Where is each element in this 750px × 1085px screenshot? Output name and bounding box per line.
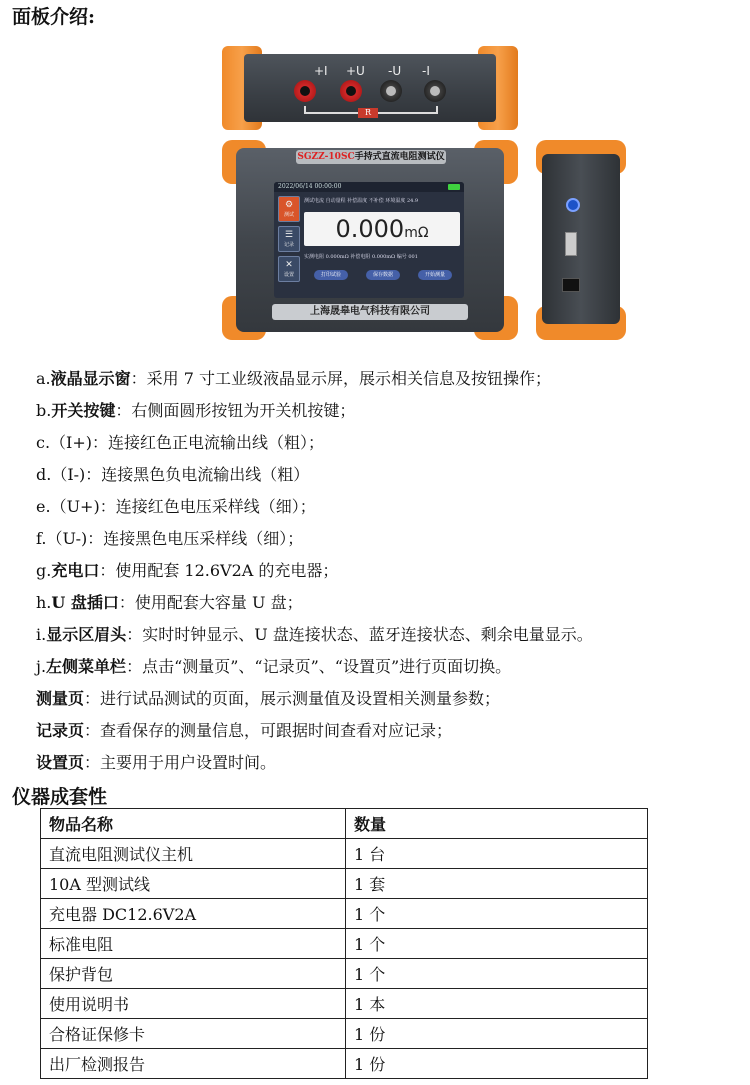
desc-line-c: c.（I+)：连接红色正电流输出线（粗）； <box>36 433 325 452</box>
item-qty: 1 个 <box>346 899 648 929</box>
item-qty: 1 份 <box>346 1049 648 1079</box>
table-row <box>41 839 648 869</box>
menu-record <box>278 226 300 252</box>
desc-line-settings-page: 设置页：主要用于用户设置时间。 <box>36 753 277 772</box>
side-panel <box>542 154 620 324</box>
desc-line-j: j.左侧菜单栏：点击“测量页”、“记录页”、“设置页”进行页面切换。 <box>36 657 512 676</box>
terminal-label-u-plus: +U <box>346 64 365 78</box>
terminal-label-i-minus: -I <box>422 64 430 78</box>
device-top-view <box>222 46 518 130</box>
start-button: 开始测量 <box>418 270 452 280</box>
menu-settings <box>278 256 300 282</box>
table-row <box>41 989 648 1019</box>
reading-value: 0.000 <box>335 215 405 243</box>
screen-datetime: 2022/06/14 00:00:00 <box>278 183 342 190</box>
item-qty: 1 个 <box>346 959 648 989</box>
resistance-reading <box>304 212 460 246</box>
terminal-u-plus <box>340 80 362 102</box>
desc-line-f: f.（U-)：连接黑色电压采样线（细）； <box>36 529 304 548</box>
items-table <box>40 808 648 1079</box>
usb-port-icon <box>565 232 577 256</box>
item-qty: 1 份 <box>346 1019 648 1049</box>
header-quantity: 数量 <box>346 809 648 839</box>
model-name: 手持式直流电阻测试仪 <box>354 152 445 162</box>
section-title-set: 仪器成套性 <box>12 786 108 808</box>
terminal-i-minus <box>424 80 446 102</box>
print-button: 打印试验 <box>314 270 348 280</box>
menu-settings-label: 设置 <box>283 272 294 278</box>
section-title-panel: 面板介绍: <box>12 6 96 28</box>
menu-test <box>278 196 300 222</box>
table-row <box>41 929 648 959</box>
item-name: 标准电阻 <box>41 929 346 959</box>
resistor-label: R <box>358 108 378 118</box>
tools-icon: ✕ <box>285 260 293 270</box>
item-qty: 1 套 <box>346 869 648 899</box>
desc-line-e: e.（U+)：连接红色电压采样线（细）； <box>36 497 316 516</box>
charging-port-icon <box>562 278 580 292</box>
terminal-label-i-plus: +I <box>314 64 328 78</box>
table-row <box>41 899 648 929</box>
item-name: 保护背包 <box>41 959 346 989</box>
table-header-row <box>41 809 648 839</box>
table-row <box>41 869 648 899</box>
desc-line-a: a.液晶显示窗：采用 7 寸工业级液晶显示屏，展示相关信息及按钮操作； <box>36 369 551 388</box>
power-button-icon <box>566 198 580 212</box>
table-row <box>41 1019 648 1049</box>
item-name: 充电器 DC12.6V2A <box>41 899 346 929</box>
screen-result-row: 实测电阻 0.000mΩ 补偿电阻 0.000mΩ 编号 001 <box>304 254 418 260</box>
item-name: 合格证保修卡 <box>41 1019 346 1049</box>
terminal-u-minus <box>380 80 402 102</box>
desc-line-measure-page: 测量页：进行试品测试的页面，展示测量值及设置相关测量参数； <box>36 689 501 708</box>
menu-test-label: 测试 <box>283 212 294 218</box>
model-code: SGZZ-10SC <box>297 152 355 162</box>
item-name: 出厂检测报告 <box>41 1049 346 1079</box>
menu-record-label: 记录 <box>283 242 294 248</box>
list-icon: ☰ <box>284 230 294 240</box>
item-qty: 1 本 <box>346 989 648 1019</box>
item-name: 直流电阻测试仪主机 <box>41 839 346 869</box>
item-qty: 1 台 <box>346 839 648 869</box>
screen-info-row: 测试电流 自动量程 补偿温度 不补偿 环境温度 24.9 <box>304 198 419 204</box>
gear-icon: ⚙ <box>284 200 294 210</box>
terminal-label-u-minus: -U <box>388 64 402 78</box>
header-item-name: 物品名称 <box>41 809 346 839</box>
desc-line-h: h.U 盘插口：使用配套大容量 U 盘； <box>36 593 303 612</box>
desc-line-i: i.显示区眉头：实时时钟显示、U 盘连接状态、蓝牙连接状态、剩余电量显示。 <box>36 625 593 644</box>
model-bar <box>296 150 446 164</box>
device-side-view <box>536 140 626 340</box>
item-qty: 1 个 <box>346 929 648 959</box>
reading-unit: mΩ <box>404 225 429 241</box>
item-name: 使用说明书 <box>41 989 346 1019</box>
desc-line-record-page: 记录页：查看保存的测量信息，可跟据时间查看对应记录； <box>36 721 453 740</box>
desc-line-g: g.充电口：使用配套 12.6V2A 的充电器； <box>36 561 339 580</box>
device-front-view <box>222 140 518 340</box>
table-row <box>41 959 648 989</box>
battery-icon <box>448 184 460 190</box>
company-plate: 上海晟皋电气科技有限公司 <box>272 304 468 320</box>
save-button: 保存数据 <box>366 270 400 280</box>
screen-header <box>274 182 464 192</box>
table-row <box>41 1049 648 1079</box>
desc-line-b: b.开关按键：右侧面圆形按钮为开关机按键； <box>36 401 356 420</box>
lcd-screen <box>274 182 464 298</box>
item-name: 10A 型测试线 <box>41 869 346 899</box>
desc-line-d: d.（I-)：连接黑色负电流输出线（粗） <box>36 465 310 484</box>
terminal-i-plus <box>294 80 316 102</box>
